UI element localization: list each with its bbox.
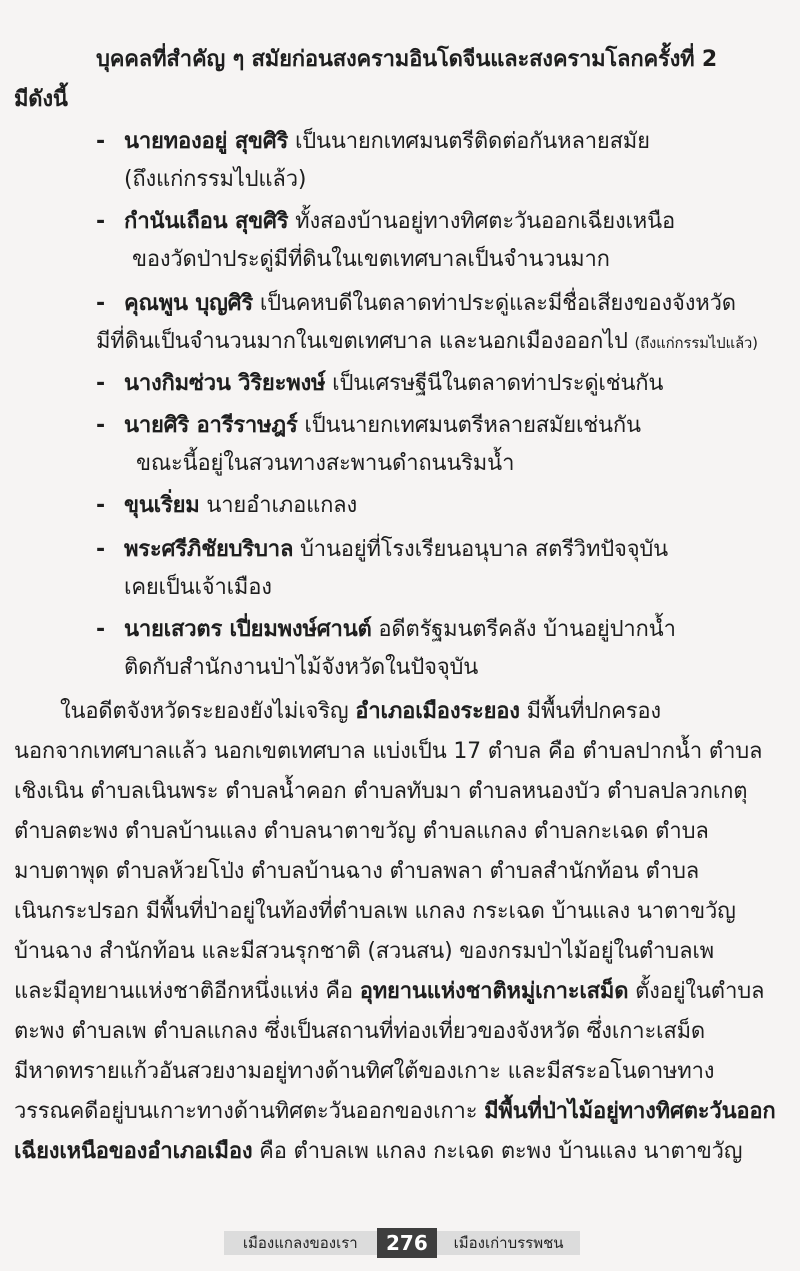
person-name: นายศิริ อารีราษฎร์ [124, 413, 298, 438]
para-bold: เฉียงเหนือของอำเภอเมือง [14, 1139, 253, 1164]
person-name: คุณพูน บุญศิริ [124, 291, 254, 316]
paragraph-line [60, 698, 661, 726]
person-entry [124, 412, 641, 440]
bullet-dash: - [96, 537, 106, 562]
person-entry [124, 128, 650, 156]
bullet-dash: - [96, 493, 106, 518]
person-desc: เป็นเศรษฐีนีในตลาดท่าประดู่เช่นกัน [325, 371, 664, 396]
bullet-dash: - [96, 129, 106, 154]
para-text: วรรณคดีอยู่บนเกาะทางด้านทิศตะวันออกของเกาะ [14, 1099, 485, 1124]
page-footer [224, 1228, 580, 1258]
person-desc: เป็นนายกเทศมนตรีติดต่อกันหลายสมัย [288, 129, 650, 154]
person-entry-cont: (ถึงแก่กรรมไปแล้ว) [124, 167, 307, 192]
person-name: นายทองอยู่ สุขศิริ [124, 129, 289, 154]
person-entry [124, 370, 663, 398]
footer-book-title: เมืองแกลงของเรา [224, 1231, 377, 1255]
para-text: คือ ตำบลเพ แกลง กะเฉด ตะพง บ้านแลง นาตาขวัญ [252, 1139, 743, 1164]
person-entry-cont: ติดกับสำนักงานป่าไม้จังหวัดในปัจจุบัน [124, 655, 479, 680]
person-entry-cont: เคยเป็นเจ้าเมือง [124, 575, 272, 600]
person-name: นายเสวตร เปี่ยมพงษ์ศานต์ [124, 617, 372, 642]
bullet-dash: - [96, 413, 106, 438]
person-entry [124, 536, 668, 564]
person-cont-note: (ถึงแก่กรรมไปแล้ว) [634, 334, 758, 352]
paragraph-line [14, 1138, 742, 1166]
para-bold: อุทยานแห่งชาติหมู่เกาะเสม็ด [359, 979, 629, 1004]
footer-section-title: เมืองเก่าบรรพชน [437, 1231, 580, 1255]
intro-line: บุคคลที่สำคัญ ๆ สมัยก่อนสงครามอินโดจีนและสงครามโลกครั้งที่ 2 [96, 47, 717, 72]
paragraph-line: มีหาดทรายแก้วอันสวยงามอยู่ทางด้านทิศใต้ของเกาะ และมีสระอโนดาษทาง [14, 1059, 715, 1084]
person-desc: เป็นคหบดีในตลาดท่าประดู่และมีชื่อเสียงของจังหวัด [253, 291, 736, 316]
page-number: 276 [377, 1228, 438, 1258]
person-name: กำนันเถือน สุขศิริ [124, 209, 289, 234]
person-name: พระศรีภิชัยบริบาล [124, 537, 294, 562]
intro-line-cont: มีดังนี้ [14, 87, 68, 112]
person-name: นางกิมซ่วน วิริยะพงษ์ [124, 371, 326, 396]
person-entry [124, 492, 357, 520]
para-text: ในอดีตจังหวัดระยองยังไม่เจริญ [60, 699, 356, 724]
paragraph-line: นอกจากเทศบาลแล้ว นอกเขตเทศบาล แบ่งเป็น 17 ตำบล คือ ตำบลปากน้ำ ตำบล [14, 739, 763, 764]
para-text: และมีอุทยานแห่งชาติอีกหนึ่งแห่ง คือ [14, 979, 360, 1004]
para-text: ตั้งอยู่ในตำบล [628, 979, 765, 1004]
person-desc: บ้านอยู่ที่โรงเรียนอนุบาล สตรีวิทปัจจุบัน [293, 537, 669, 562]
bullet-dash: - [96, 209, 106, 234]
person-cont-text: มีที่ดินเป็นจำนวนมากในเขตเทศบาล และนอกเมืองออกไป [96, 329, 635, 354]
bullet-dash: - [96, 371, 106, 396]
paragraph-line: มาบตาพุด ตำบลห้วยโป่ง ตำบลบ้านฉาง ตำบลพลา ตำบลสำนักท้อน ตำบล [14, 859, 699, 884]
person-entry-cont: ขณะนี้อยู่ในสวนทางสะพานดำถนนริมน้ำ [136, 451, 515, 476]
para-bold: อำเภอเมืองระยอง [355, 699, 520, 724]
person-entry [124, 290, 736, 318]
person-entry [124, 208, 675, 236]
paragraph-line: เนินกระปรอก มีพื้นที่ป่าอยู่ในท้องที่ตำบลเพ แกลง กระเฉด บ้านแลง นาตาขวัญ [14, 899, 736, 924]
paragraph-line [14, 978, 764, 1006]
person-entry [124, 616, 676, 644]
person-desc: อดีตรัฐมนตรีคลัง บ้านอยู่ปากน้ำ [371, 617, 676, 642]
paragraph-line: เชิงเนิน ตำบลเนินพระ ตำบลน้ำคอก ตำบลทับมา ตำบลหนองบัว ตำบลปลวกเกตุ [14, 779, 748, 804]
person-entry-cont: ของวัดป่าประดู่มีที่ดินในเขตเทศบาลเป็นจำนวนมาก [132, 247, 610, 272]
paragraph-line: ตำบลตะพง ตำบลบ้านแลง ตำบลนาตาขวัญ ตำบลแกลง ตำบลกะเฉด ตำบล [14, 819, 709, 844]
person-name: ขุนเริ่ยม [124, 493, 200, 518]
person-desc: เป็นนายกเทศมนตรีหลายสมัยเช่นกัน [297, 413, 641, 438]
para-text: มีพื้นที่ปกครอง [519, 699, 661, 724]
para-bold: มีพื้นที่ป่าไม้อยู่ทางทิศตะวันออก [484, 1099, 776, 1124]
bullet-dash: - [96, 617, 106, 642]
person-desc: นายอำเภอแกลง [199, 493, 358, 518]
person-entry-cont [96, 328, 758, 357]
paragraph-line: บ้านฉาง สำนักท้อน และมีสวนรุกชาติ (สวนสน) ของกรมป่าไม้อยู่ในตำบลเพ [14, 939, 714, 964]
person-desc: ทั้งสองบ้านอยู่ทางทิศตะวันออกเฉียงเหนือ [288, 209, 675, 234]
paragraph-line: ตะพง ตำบลเพ ตำบลแกลง ซึ่งเป็นสถานที่ท่องเที่ยวของจังหวัด ซึ่งเกาะเสม็ด [14, 1019, 705, 1044]
bullet-dash: - [96, 291, 106, 316]
paragraph-line [14, 1098, 776, 1126]
